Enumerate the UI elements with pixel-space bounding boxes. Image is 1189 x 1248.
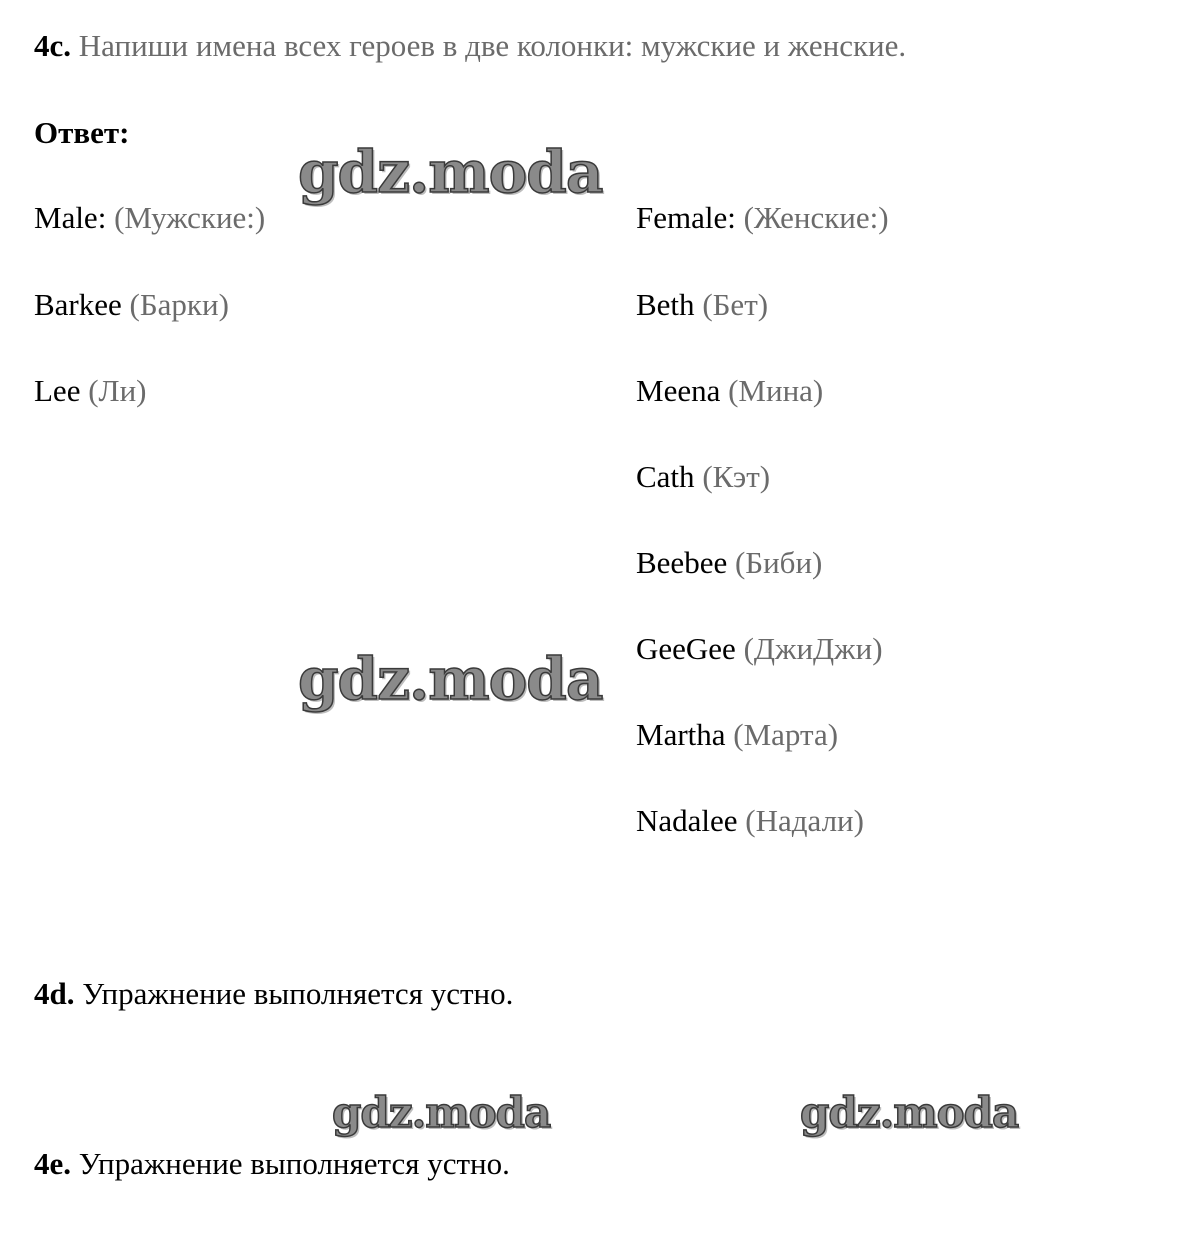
- list-item: [636, 717, 838, 753]
- female-header: [636, 200, 889, 236]
- list-item: [636, 631, 883, 667]
- name-en: GeeGee: [636, 631, 736, 666]
- name-ru: (Кэт): [702, 459, 771, 494]
- task-number: 4c.: [34, 28, 72, 63]
- list-item: [636, 287, 768, 323]
- list-item: [636, 545, 822, 581]
- answer-label: Ответ:: [34, 115, 130, 150]
- watermark: gdz.moda: [800, 1088, 1019, 1137]
- watermark: gdz.moda: [298, 138, 603, 206]
- watermark: gdz.moda: [332, 1088, 551, 1137]
- name-en: Barkee: [34, 287, 122, 322]
- name-en: Beebee: [636, 545, 728, 580]
- list-item: [34, 373, 146, 409]
- name-en: Nadalee: [636, 803, 738, 838]
- list-item: [636, 803, 864, 839]
- name-en: Meena: [636, 373, 721, 408]
- name-en: Beth: [636, 287, 695, 322]
- name-ru: (Марта): [733, 717, 839, 752]
- name-en: Martha: [636, 717, 726, 752]
- task-text: Напиши имена всех героев в две колонки: мужские и женские.: [78, 28, 907, 63]
- header-en: Female:: [636, 200, 736, 235]
- task-4e: [34, 1146, 510, 1182]
- name-ru: (Биби): [734, 545, 823, 580]
- list-item: [636, 459, 770, 495]
- name-ru: (Ли): [88, 373, 147, 408]
- task-text: Упражнение выполняется устно.: [82, 976, 514, 1011]
- list-item: [636, 373, 823, 409]
- watermark: gdz.moda: [298, 645, 603, 713]
- name-ru: (Мина): [728, 373, 824, 408]
- male-header: [34, 200, 265, 236]
- list-item: [34, 287, 229, 323]
- name-ru: (Бет): [702, 287, 769, 322]
- header-en: Male:: [34, 200, 107, 235]
- header-ru: (Женские:): [743, 200, 889, 235]
- task-4c: [34, 28, 906, 64]
- name-ru: (Надали): [745, 803, 864, 838]
- task-text: Упражнение выполняется устно.: [78, 1146, 510, 1181]
- task-4d: [34, 976, 513, 1012]
- name-ru: (Барки): [129, 287, 229, 322]
- name-en: Cath: [636, 459, 695, 494]
- task-number: 4e.: [34, 1146, 72, 1181]
- name-ru: (ДжиДжи): [743, 631, 883, 666]
- name-en: Lee: [34, 373, 81, 408]
- header-ru: (Мужские:): [114, 200, 266, 235]
- task-number: 4d.: [34, 976, 75, 1011]
